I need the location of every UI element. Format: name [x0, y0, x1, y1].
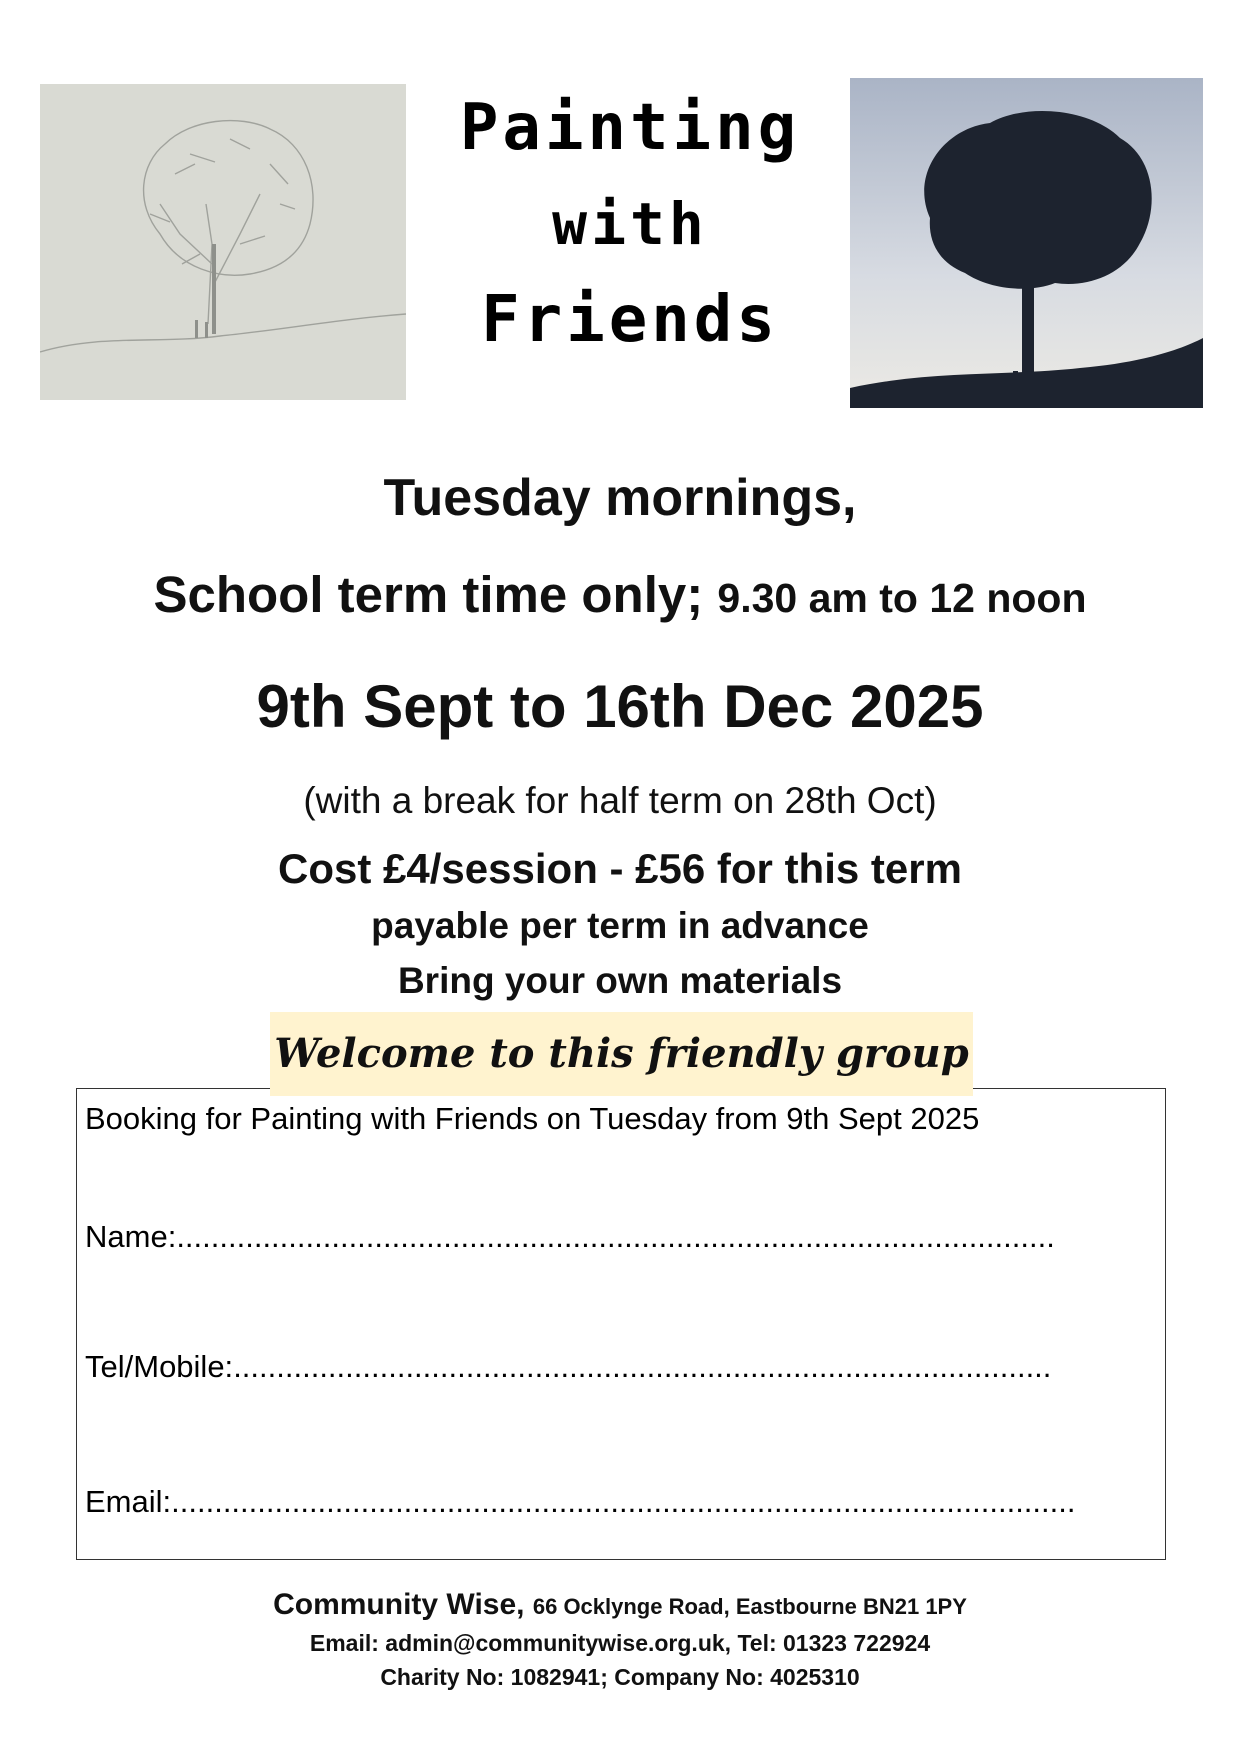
pencil-tree-sketch-image — [40, 84, 406, 400]
tel-mobile-label: Tel/Mobile: — [85, 1349, 234, 1384]
footer-org-name: Community Wise, — [273, 1588, 525, 1621]
name-label: Name: — [85, 1219, 177, 1254]
footer-charity: Charity No: 1082941; Company No: 4025310 — [380, 1664, 860, 1690]
title-line-friends: Friends — [481, 283, 779, 357]
term-main-text: School term time only; — [153, 566, 704, 623]
session-time-text: 9.30 am to 12 noon — [717, 575, 1087, 621]
title-line-painting: Painting — [459, 91, 801, 165]
cost-line: Cost £4/session - £56 for this term — [278, 845, 962, 892]
footer-address: 66 Ocklynge Road, Eastbourne BN21 1PY — [532, 1594, 967, 1619]
tel-mobile-field[interactable] — [85, 1349, 1051, 1385]
footer-org-address — [0, 1588, 1240, 1622]
term-dates: 9th Sept to 16th Dec 2025 — [256, 673, 984, 740]
footer-contact: Email: admin@communitywise.org.uk, Tel: 01323 722924 — [309, 1630, 931, 1656]
name-dotted-line: ...................................................................................................... — [176, 1219, 1055, 1254]
welcome-banner: Welcome to this friendly group — [270, 1012, 973, 1096]
booking-form-box — [76, 1088, 1166, 1560]
term-time-line — [0, 565, 1240, 624]
booking-form-heading: Booking for Painting with Friends on Tuesday from 9th Sept 2025 — [85, 1101, 980, 1136]
email-field[interactable] — [85, 1484, 1075, 1520]
tree-silhouette-painting-image — [850, 78, 1203, 408]
email-label: Email: — [85, 1484, 172, 1519]
poster-title — [430, 80, 830, 368]
title-line-with: with — [552, 190, 708, 258]
day-heading: Tuesday mornings, — [383, 469, 857, 527]
email-dotted-line: ......................................................................................................... — [171, 1484, 1076, 1519]
payment-line: payable per term in advance — [371, 905, 869, 946]
materials-line: Bring your own materials — [397, 960, 843, 1001]
tel-dotted-line: ............................................................................................... — [233, 1349, 1052, 1384]
name-field[interactable] — [85, 1219, 1055, 1255]
half-term-note: (with a break for half term on 28th Oct) — [303, 780, 937, 821]
